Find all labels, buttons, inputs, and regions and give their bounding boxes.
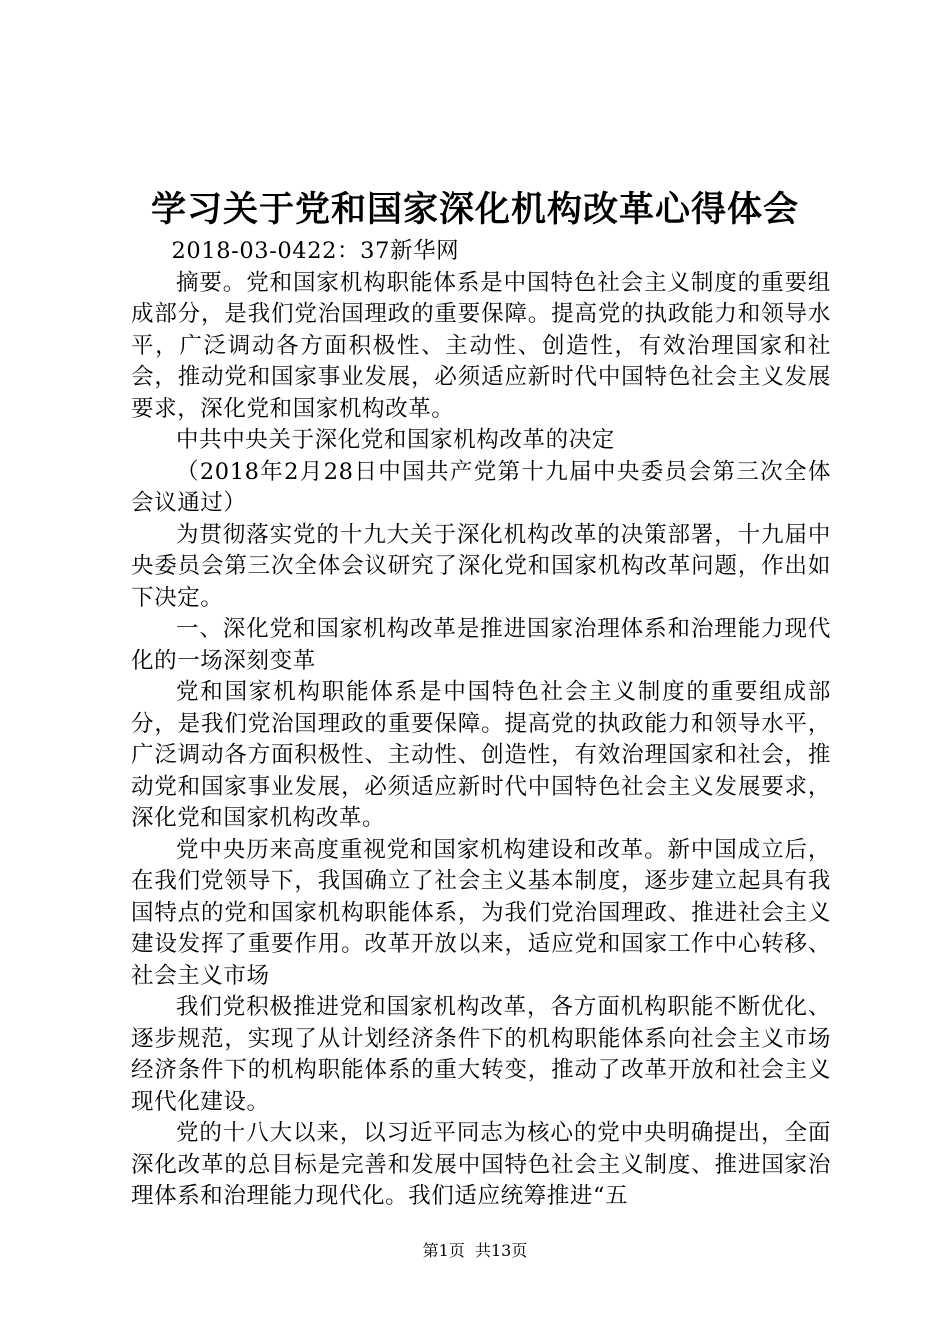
paragraph-decision-title: 中共中央关于深化党和国家机构改革的决定: [176, 427, 615, 453]
dateline: 2018-03-0422：37新华网: [171, 238, 460, 264]
paragraph-intro: 为贯彻落实党的十九大关于深化机构改革的决策部署，十九届中央委员会第三次全体会议研究了深化党和国家机构改革问题，作出如下决定。: [131, 521, 831, 611]
paragraph-adoption-note: （2018年2月28日中国共产党第十九届中央委员会第三次全体会议通过）: [131, 458, 831, 516]
paragraph-abstract: 摘要。党和国家机构职能体系是中国特色社会主义制度的重要组成部分，是我们党治国理政的重要保障。提高党的执政能力和领导水平，广泛调动各方面积极性、主动性、创造性，有效治理国家和社会，推动党和国家事业发展，必须适应新时代中国特色社会主义发展要求，深化党和国家机构改革。: [131, 269, 831, 422]
document-body: [131, 236, 831, 1213]
paragraph-body: 党的十八大以来，以习近平同志为核心的党中央明确提出，全面深化改革的总目标是完善和发展中国特色社会主义制度、推进国家治理体系和治理能力现代化。我们适应统筹推进“五: [131, 1120, 831, 1209]
paragraph-section-heading: 一、深化党和国家机构改革是推进国家治理体系和治理能力现代化的一场深刻变革: [131, 616, 831, 674]
paragraph-body: 党和国家机构职能体系是中国特色社会主义制度的重要组成部分，是我们党治国理政的重要保障。提高党的执政能力和领导水平，广泛调动各方面积极性、主动性、创造性，有效治理国家和社会，推动党和国家事业发展，必须适应新时代中国特色社会主义发展要求，深化党和国家机构改革。: [131, 679, 831, 831]
paragraph-body: 我们党积极推进党和国家机构改革，各方面机构职能不断优化、逐步规范，实现了从计划经济条件下的机构职能体系向社会主义市场经济条件下的机构职能体系的重大转变，推动了改革开放和社会主义现代化建设。: [131, 994, 831, 1115]
page-footer: [0, 1241, 950, 1261]
page-number: 第1页 共13页: [422, 1241, 528, 1260]
paragraph-body: 党中央历来高度重视党和国家机构建设和改革。新中国成立后，在我们党领导下，我国确立了社会主义基本制度，逐步建立起具有我国特点的党和国家机构职能体系，为我们党治国理政、推进社会主义建设发挥了重要作用。改革开放以来，适应党和国家工作中心转移、社会主义市场: [131, 836, 831, 989]
document-title: 学习关于党和国家深化机构改革心得体会: [150, 189, 799, 230]
